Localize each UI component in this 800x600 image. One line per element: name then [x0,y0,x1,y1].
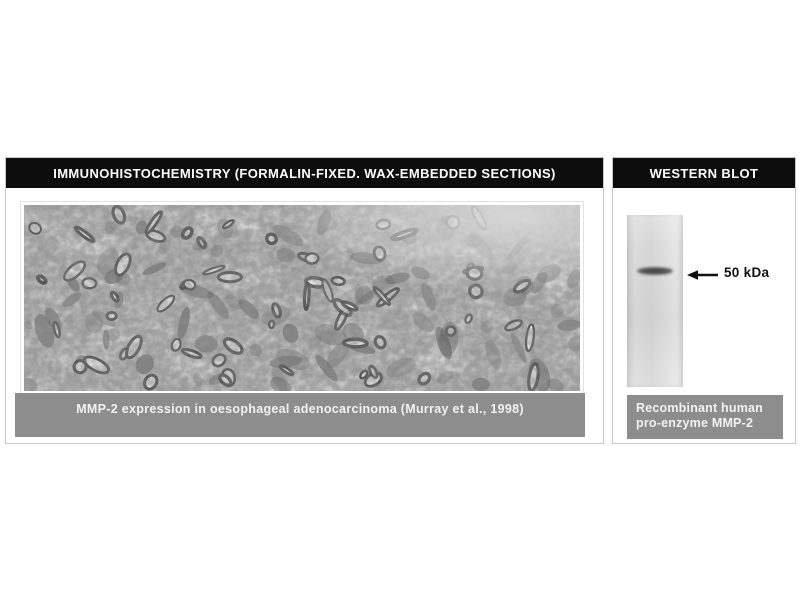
western-blot-panel [612,157,796,444]
molecular-weight-label: 50 kDa [724,265,770,280]
wb-caption-bar [627,395,783,439]
wb-header-bar [613,158,795,188]
ihc-header-bar [6,158,603,188]
left-arrow-icon [687,268,719,280]
ihc-header-label: IMMUNOHISTOCHEMISTRY (FORMALIN-FIXED. WAX-EMBEDDED SECTIONS) [53,165,556,181]
micrograph-frame [20,201,584,395]
protein-band [637,267,673,275]
wb-header-label: WESTERN BLOT [649,165,759,181]
blot-lane [627,215,683,387]
ihc-caption-bar [15,393,585,437]
histology-micrograph [24,205,580,391]
ihc-caption-text: MMP-2 expression in oesophageal adenocarcinoma (Murray et al., 1998) [76,402,524,416]
ihc-panel [5,157,604,444]
wb-caption-line2: pro-enzyme MMP-2 [636,416,754,430]
wb-caption-line1: Recombinant human [636,401,764,415]
